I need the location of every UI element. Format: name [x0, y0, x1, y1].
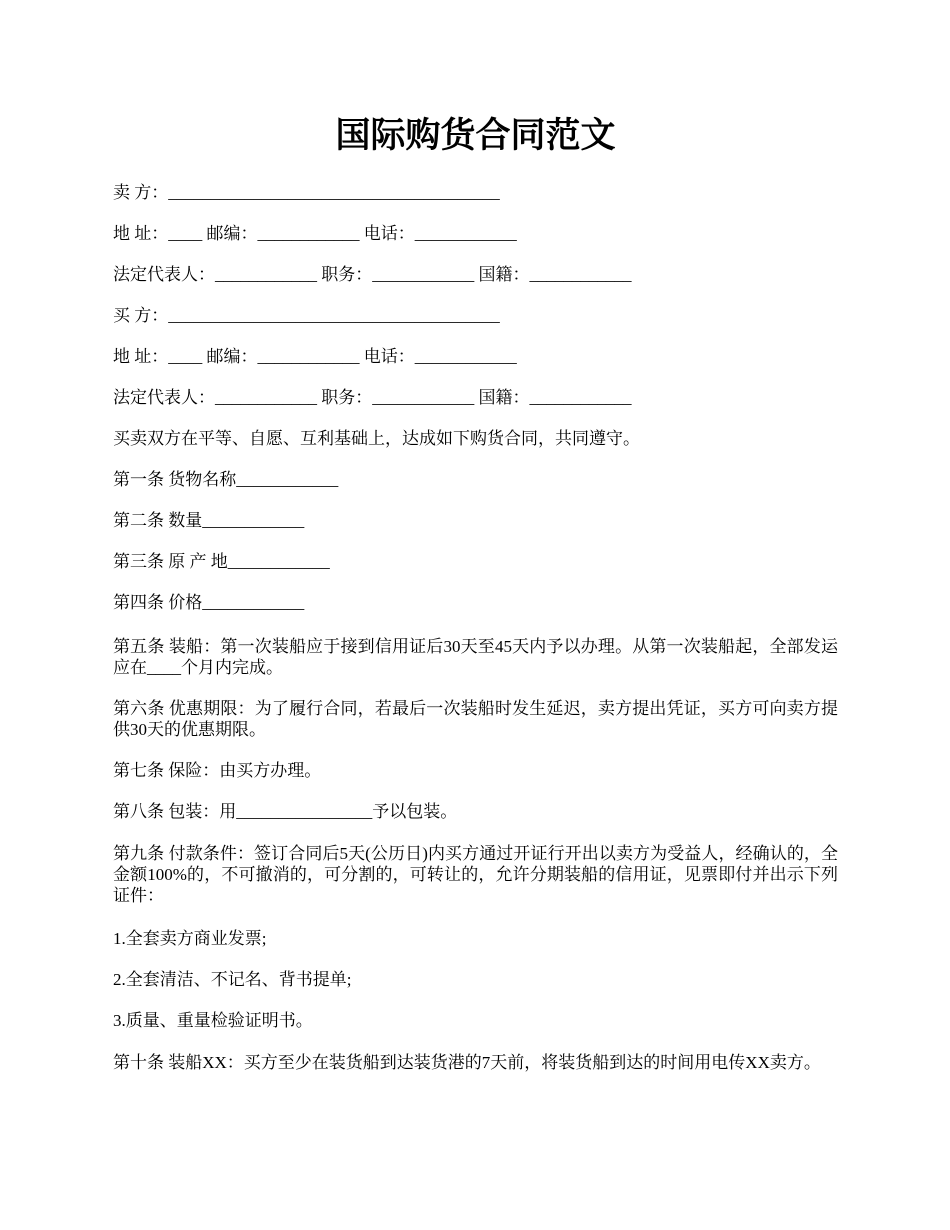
article-5: 第五条 装船：第一次装船应于接到信用证后30天至45天内予以办理。从第一次装船起，全部发运应在____个月内完成。 — [113, 637, 838, 677]
article-7: 第七条 保险：由买方办理。 — [113, 761, 322, 780]
intro-paragraph: 买卖双方在平等、自愿、互利基础上，达成如下购货合同，共同遵守。 — [113, 429, 640, 448]
article-4: 第四条 价格____________ — [113, 593, 305, 612]
article-6: 第六条 优惠期限：为了履行合同，若最后一次装船时发生延迟，卖方提出凭证，买方可向卖方提供30天的优惠期限。 — [113, 699, 838, 739]
buyer-address-line: 地 址：____ 邮编：____________ 电话：____________ — [113, 347, 517, 366]
document-item-3: 3.质量、重量检验证明书。 — [113, 1011, 313, 1030]
article-3: 第三条 原 产 地____________ — [113, 552, 330, 571]
document-item-1: 1.全套卖方商业发票; — [113, 929, 267, 948]
article-1: 第一条 货物名称____________ — [113, 470, 339, 489]
document-title: 国际购货合同范文 — [335, 116, 616, 155]
seller-name-line: 卖 方：_______________________________________ — [113, 183, 500, 202]
article-9: 第九条 付款条件：签订合同后5天(公历日)内买方通过开证行开出以卖方为受益人，经确认的，全金额100%的，不可撤消的，可分割的，可转让的，允许分期装船的信用证，见票即付并出示下列证件： — [113, 844, 838, 905]
buyer-representative-line: 法定代表人：____________ 职务：____________ 国籍：____________ — [113, 388, 632, 407]
article-8: 第八条 包装：用________________予以包装。 — [113, 802, 458, 821]
seller-address-line: 地 址：____ 邮编：____________ 电话：____________ — [113, 224, 517, 243]
document-item-2: 2.全套清洁、不记名、背书提单; — [113, 970, 352, 989]
buyer-name-line: 买 方：_______________________________________ — [113, 306, 500, 325]
article-2: 第二条 数量____________ — [113, 511, 305, 530]
seller-representative-line: 法定代表人：____________ 职务：____________ 国籍：____________ — [113, 265, 632, 284]
article-10: 第十条 装船XX：买方至少在装货船到达装货港的7天前，将装货船到达的时间用电传XX卖方。 — [113, 1053, 821, 1072]
